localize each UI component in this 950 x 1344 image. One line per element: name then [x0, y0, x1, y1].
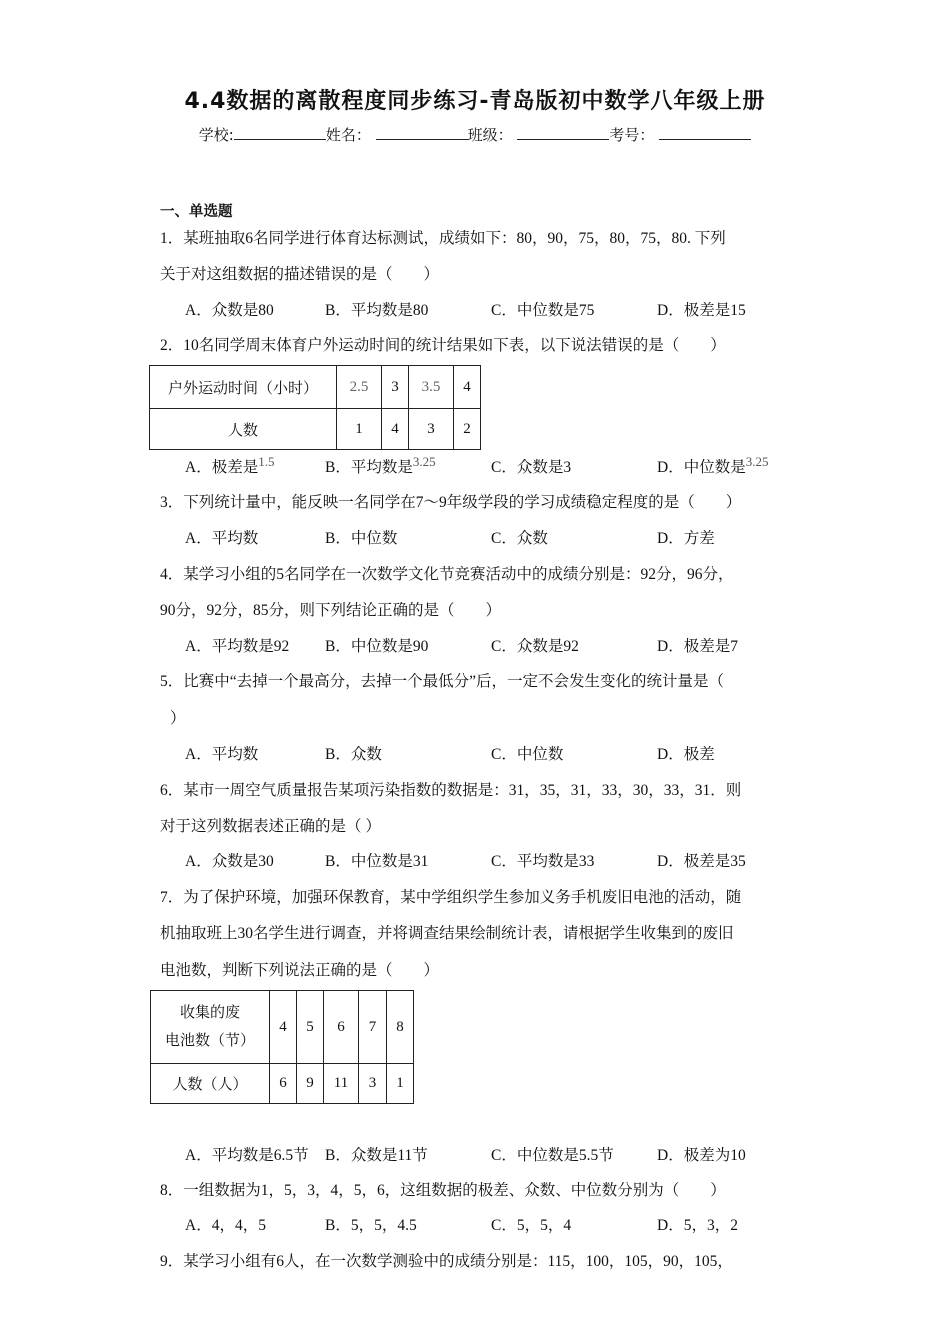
- option-3c[interactable]: C．众数: [491, 530, 548, 547]
- page-title: 4.4数据的离散程度同步练习-青岛版初中数学八年级上册: [184, 89, 766, 114]
- option-2b[interactable]: [325, 455, 436, 477]
- option-4c[interactable]: C．众数是92: [491, 638, 579, 655]
- question-8-line-1: 8．一组数据为1，5，3，4，5，6，这组数据的极差、众数、中位数分别为（ ）: [160, 1182, 726, 1199]
- name-label: 姓名：: [325, 126, 371, 144]
- option-2d[interactable]: [657, 455, 768, 477]
- question-6-line-1: 6．某市一周空气质量报告某项污染指数的数据是：31，35，31，33，30，33，31．则: [160, 782, 742, 799]
- option-text: C．众数是3: [491, 459, 572, 476]
- option-value: 3.25: [745, 454, 769, 469]
- table-cell: 6: [324, 991, 359, 1064]
- option-5d[interactable]: D．极差: [657, 746, 715, 763]
- option-7a[interactable]: A．平均数是6.5节: [185, 1147, 309, 1164]
- table-cell: 1: [387, 1064, 414, 1104]
- option-8a[interactable]: A．4，4，5: [185, 1217, 266, 1234]
- option-7c[interactable]: C．中位数是5.5节: [491, 1147, 614, 1164]
- table-cell: 7: [359, 991, 387, 1064]
- option-3d[interactable]: D．方差: [657, 530, 715, 547]
- option-4b[interactable]: B．中位数是90: [325, 638, 429, 655]
- class-label: 班级：: [467, 126, 513, 144]
- option-1b[interactable]: B．平均数是80: [325, 302, 429, 319]
- name-blank[interactable]: [376, 125, 468, 140]
- option-6d[interactable]: D．极差是35: [657, 853, 746, 870]
- option-text: B．平均数是: [325, 459, 413, 476]
- option-text: A．极差是: [185, 459, 259, 476]
- header-line: 收集的废: [179, 1005, 240, 1021]
- number-label: 考号：: [609, 126, 655, 144]
- question-4-line-2: 90分，92分，85分，则下列结论正确的是（ ）: [160, 602, 502, 619]
- number-blank[interactable]: [659, 125, 751, 140]
- option-6a[interactable]: A．众数是30: [185, 853, 274, 870]
- table-cell: 3: [409, 409, 454, 450]
- question-9-line-1: 9．某学习小组有6人，在一次数学测验中的成绩分别是：115，100，105，90，105，: [160, 1253, 733, 1270]
- question-5-line-1: 5．比赛中“去掉一个最高分，去掉一个最低分”后，一定不会发生变化的统计量是（: [160, 673, 725, 690]
- option-3b[interactable]: B．中位数: [325, 530, 398, 547]
- table-cell: 5: [297, 991, 324, 1064]
- option-5c[interactable]: C．中位数: [491, 746, 564, 763]
- header-line: 电池数（节）: [164, 1033, 255, 1049]
- table-cell: 2: [454, 409, 481, 450]
- question-3-line-1: 3．下列统计量中，能反映一名同学在7～9年级学段的学习成绩稳定程度的是（ ）: [160, 494, 742, 511]
- question-7-line-3: 电池数，判断下列说法正确的是（ ）: [160, 962, 440, 979]
- question-2-line-1: 2．10名同学周末体育户外运动时间的统计结果如下表，以下说法错误的是（ ）: [160, 337, 726, 354]
- option-8d[interactable]: D．5，3，2: [657, 1217, 738, 1234]
- table-cell: 户外运动时间（小时）: [150, 366, 337, 409]
- question-2-table: [149, 365, 481, 450]
- question-7-table: [150, 990, 414, 1104]
- table-cell: 人数（人）: [151, 1064, 270, 1104]
- table-cell: 8: [387, 991, 414, 1064]
- table-cell: 6: [270, 1064, 297, 1104]
- class-blank[interactable]: [517, 125, 609, 140]
- table-cell: 4: [382, 409, 409, 450]
- table-cell: 人数: [150, 409, 337, 450]
- table-cell: 9: [297, 1064, 324, 1104]
- option-value: 3.25: [412, 454, 436, 469]
- option-2a[interactable]: [185, 455, 274, 477]
- section-title: 一、单选题: [160, 204, 233, 220]
- question-4-line-1: 4．某学习小组的5名同学在一次数学文化节竞赛活动中的成绩分别是：92分，96分，: [160, 566, 734, 583]
- option-2c[interactable]: [491, 455, 571, 477]
- option-6c[interactable]: C．平均数是33: [491, 853, 595, 870]
- option-4a[interactable]: A．平均数是92: [185, 638, 290, 655]
- option-text: D．中位数是: [657, 459, 746, 476]
- table-cell: 4: [270, 991, 297, 1064]
- option-1a[interactable]: A．众数是80: [185, 302, 274, 319]
- table-cell: 11: [324, 1064, 359, 1104]
- table-cell: 3.5: [409, 366, 454, 409]
- question-7-line-2: 机抽取班上30名学生进行调查，并将调查结果绘制统计表，请根据学生收集到的废旧: [160, 925, 734, 942]
- option-7b[interactable]: B．众数是11节: [325, 1147, 428, 1164]
- question-7-line-1: 7．为了保护环境，加强环保教育，某中学组织学生参加义务手机废旧电池的活动，随: [160, 889, 742, 906]
- question-6-line-2: 对于这列数据表述正确的是（ ）: [160, 818, 381, 835]
- question-1-line-2: 关于对这组数据的描述错误的是（ ）: [160, 266, 440, 283]
- option-3a[interactable]: A．平均数: [185, 530, 259, 547]
- table-cell: 3: [382, 366, 409, 409]
- table-cell: 3: [359, 1064, 387, 1104]
- table-cell: 4: [454, 366, 481, 409]
- question-1-line-1: 1．某班抽取6名同学进行体育达标测试，成绩如下：80，90，75，80，75，80. 下列: [160, 230, 726, 247]
- table-cell: 1: [337, 409, 382, 450]
- option-8b[interactable]: B．5，5，4.5: [325, 1217, 417, 1234]
- option-value: 1.5: [258, 454, 275, 469]
- option-8c[interactable]: C．5，5，4: [491, 1217, 572, 1234]
- option-5b[interactable]: B．众数: [325, 746, 382, 763]
- table-cell: 2.5: [337, 366, 382, 409]
- option-5a[interactable]: A．平均数: [185, 746, 259, 763]
- option-6b[interactable]: B．中位数是31: [325, 853, 429, 870]
- table-header-cell: [151, 991, 270, 1064]
- school-label: 学校:: [198, 126, 234, 144]
- option-1c[interactable]: C．中位数是75: [491, 302, 595, 319]
- student-info-line: [0, 124, 950, 145]
- school-blank[interactable]: [234, 125, 326, 140]
- option-4d[interactable]: D．极差是7: [657, 638, 738, 655]
- question-5-line-2: ）: [170, 710, 186, 727]
- option-1d[interactable]: D．极差是15: [657, 302, 746, 319]
- option-7d[interactable]: D．极差为10: [657, 1147, 746, 1164]
